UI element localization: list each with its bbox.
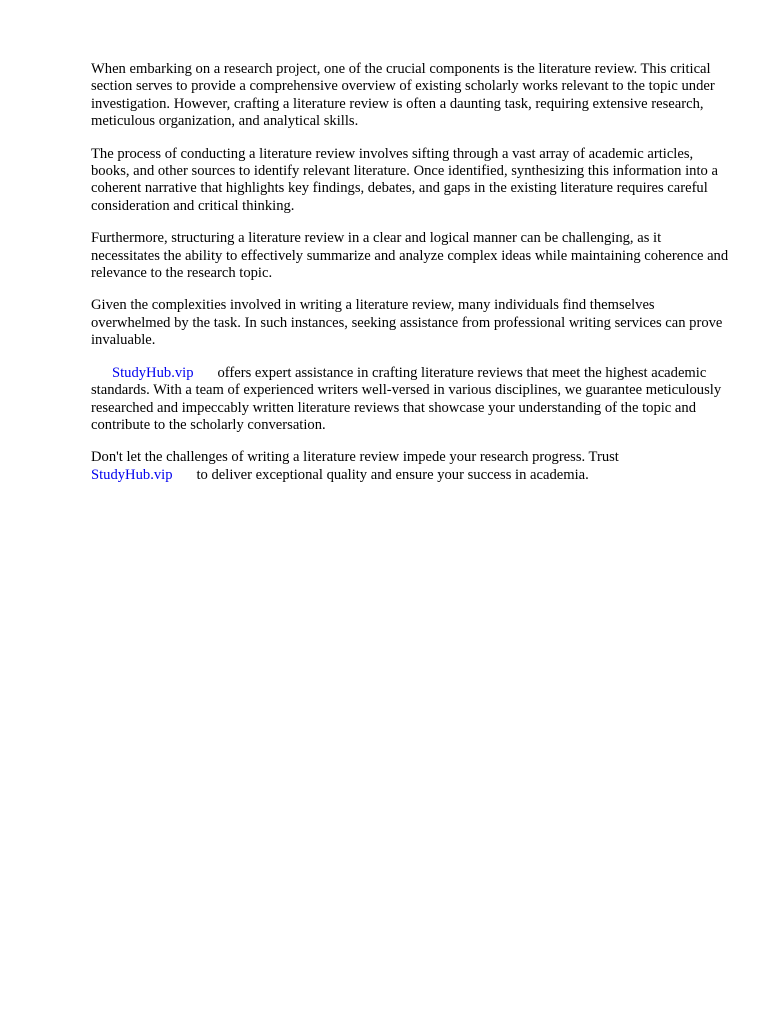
paragraph-closing-text-before: Don't let the challenges of writing a literature review impede your research progress. Trust <box>91 449 619 466</box>
studyhub-link-closing[interactable]: StudyHub.vip <box>91 466 173 483</box>
paragraph-offer <box>91 365 731 435</box>
studyhub-link[interactable]: StudyHub.vip <box>112 364 194 381</box>
paragraph-structuring: Furthermore, structuring a literature review in a clear and logical manner can be challenging, as it necessitates the ability to effectively summarize and analyze complex ideas while maintaining coherence and relevance to the research topic. <box>91 230 729 282</box>
paragraph-process: The process of conducting a literature review involves sifting through a vast array of academic articles, books, and other sources to identify relevant literature. Once identified, synthesizing this information into a coherent narrative that highlights key findings, debates, and gaps in the existing literature requires careful consideration and critical thinking. <box>91 145 718 214</box>
paragraph-intro: When embarking on a research project, one of the crucial components is the literature review. This critical section serves to provide a comprehensive overview of existing scholarly works relevant to the topic under investigation. However, crafting a literature review is often a daunting task, requiring extensive research, meticulous organization, and analytical skills. <box>91 61 715 130</box>
paragraph-complexities: Given the complexities involved in writing a literature review, many individuals find themselves overwhelmed by the task. In such instances, seeking assistance from professional writing services can prove invaluable. <box>91 297 723 349</box>
paragraph-closing-text-after: to deliver exceptional quality and ensure your success in academia. <box>196 466 589 483</box>
paragraph-closing <box>91 449 731 484</box>
paragraph-offer-text: offers expert assistance in crafting literature reviews that meet the highest academic standards. With a team of experienced writers well-versed in various disciplines, we guarantee meticulously researched and impeccably written literature reviews that showcase your understanding of the topic and contribute to the scholarly conversation. <box>91 364 722 433</box>
document-body <box>91 61 731 499</box>
